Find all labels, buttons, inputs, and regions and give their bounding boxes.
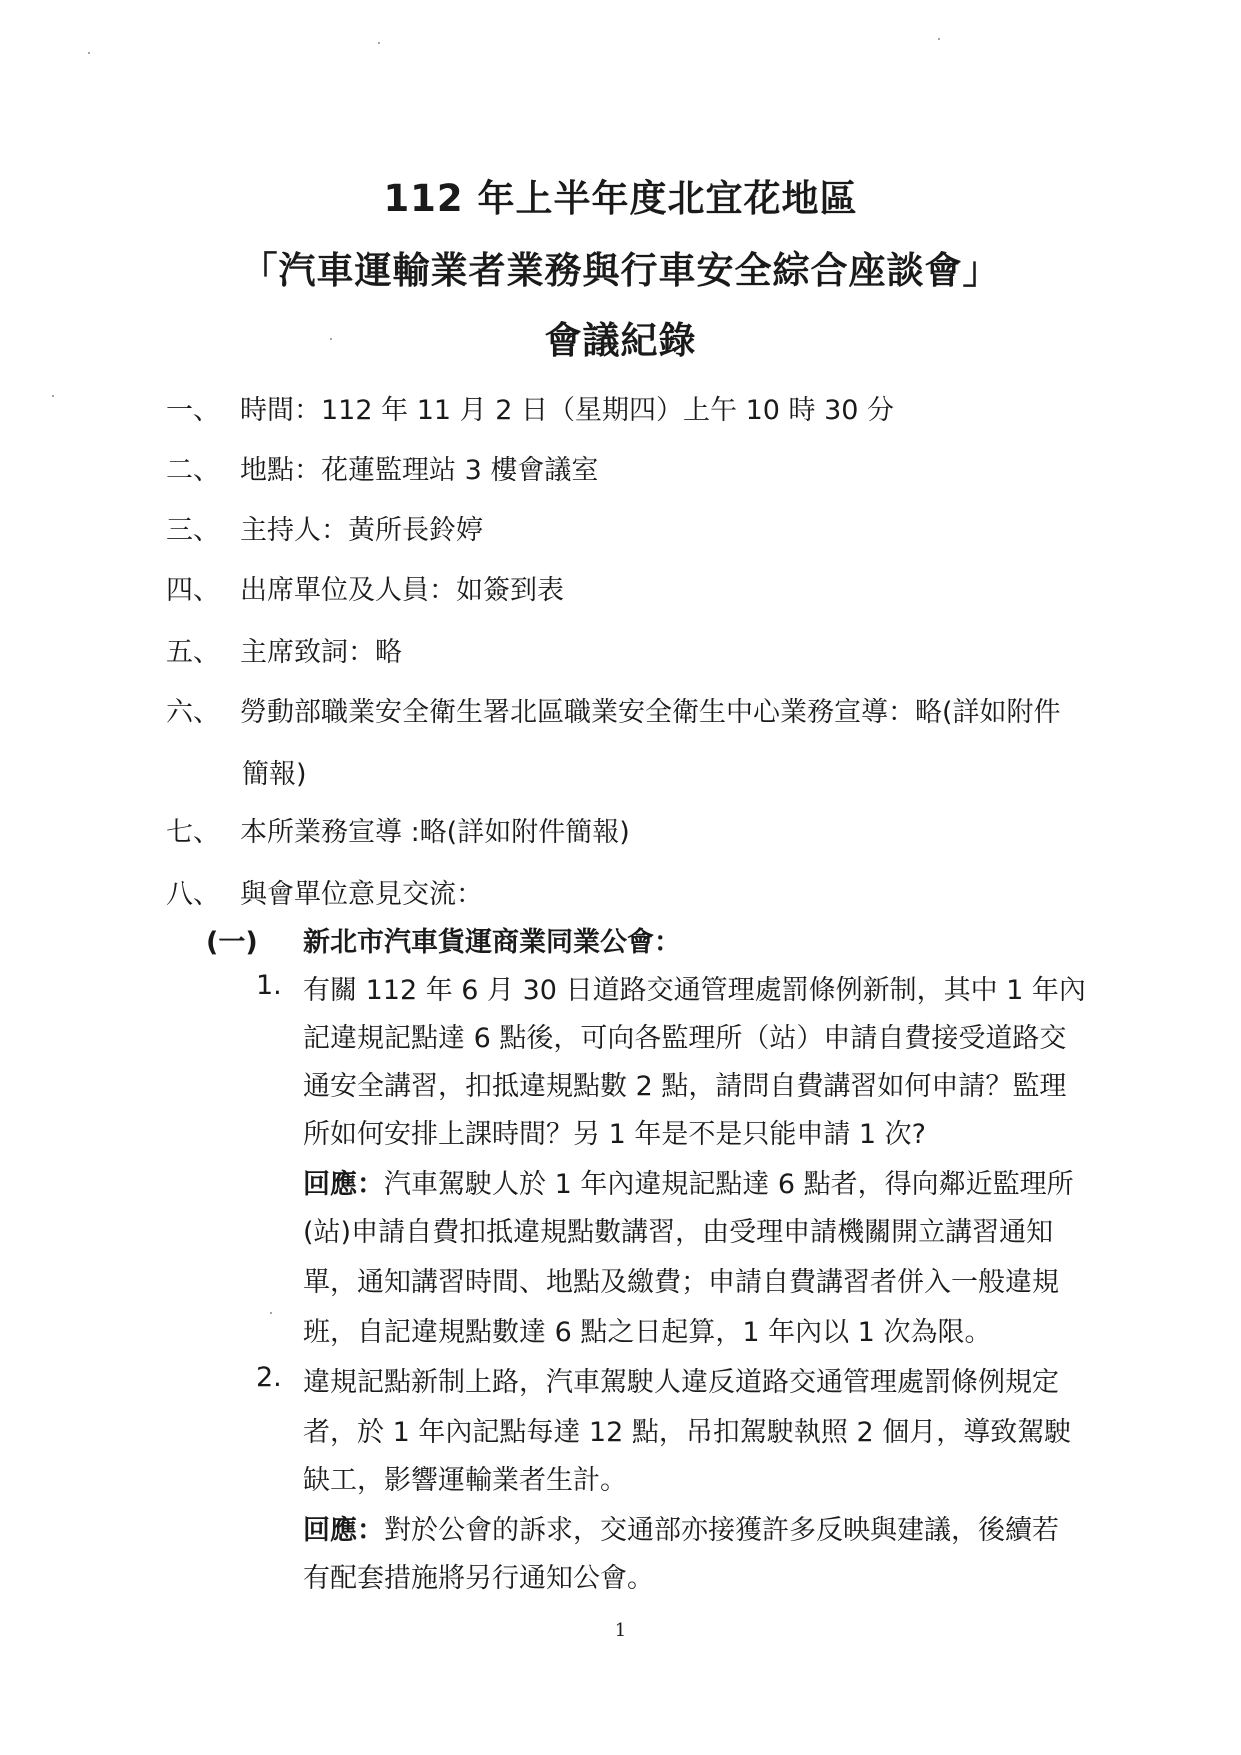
section-number: 四、 xyxy=(166,575,220,606)
item-question-line: 通安全講習，扣抵違規點數 2 點，請問自費講習如何申請？監理 xyxy=(303,1071,1067,1102)
section-number: 五、 xyxy=(166,637,220,668)
item-answer-line: (站)申請自費扣抵違規點數講習，由受理申請機關開立講習通知 xyxy=(303,1217,1054,1248)
item-number: 1. xyxy=(256,970,282,1001)
section-number: 八、 xyxy=(166,879,220,910)
scan-speck xyxy=(52,395,54,397)
answer-text: 對於公會的訴求，交通部亦接獲許多反映與建議，後續若 xyxy=(384,1515,1059,1546)
page-number: 1 xyxy=(614,1620,627,1641)
scan-speck xyxy=(270,1312,272,1314)
scan-speck xyxy=(378,42,380,44)
section-labor-briefing: 勞動部職業安全衛生署北區職業安全衛生中心業務宣導：略(詳如附件 xyxy=(240,697,1061,728)
item-question-line: 者，於 1 年內記點每達 12 點，吊扣駕駛執照 2 個月，導致駕駛 xyxy=(303,1417,1072,1448)
document-title-line3: 會議紀錄 xyxy=(544,319,697,362)
item-answer-line: 班，自記違規點數達 6 點之日起算，1 年內以 1 次為限。 xyxy=(303,1317,992,1348)
subsection-title: 新北市汽車貨運商業同業公會： xyxy=(303,927,681,958)
item-answer-line xyxy=(303,1508,1059,1547)
scan-speck xyxy=(938,38,940,40)
answer-label: 回應： xyxy=(303,1169,384,1200)
item-question-line: 違規記點新制上路，汽車駕駛人違反道路交通管理處罰條例規定 xyxy=(303,1367,1059,1398)
section-attendees: 出席單位及人員：如簽到表 xyxy=(240,575,564,606)
scan-speck xyxy=(88,52,90,54)
section-labor-briefing-continued: 簡報) xyxy=(242,759,307,790)
section-exchange: 與會單位意見交流： xyxy=(240,879,483,910)
document-title-line1: 112 年上半年度北宜花地區 xyxy=(383,177,858,220)
section-time: 時間：112 年 11 月 2 日（星期四）上午 10 時 30 分 xyxy=(240,395,895,426)
item-question-line: 缺工，影響運輸業者生計。 xyxy=(303,1465,627,1496)
subsection-number: (一) xyxy=(206,927,258,958)
section-office-briefing: 本所業務宣導 :略(詳如附件簡報) xyxy=(240,817,630,848)
section-number: 七、 xyxy=(166,817,220,848)
section-number: 三、 xyxy=(166,515,220,546)
section-number: 六、 xyxy=(166,697,220,728)
item-question-line: 所如何安排上課時間？另 1 年是不是只能申請 1 次? xyxy=(303,1119,927,1150)
item-answer-line: 有配套措施將另行通知公會。 xyxy=(303,1563,654,1594)
item-number: 2. xyxy=(256,1362,282,1393)
item-answer-line: 單，通知講習時間、地點及繳費；申請自費講習者併入一般違規 xyxy=(303,1267,1059,1298)
section-number: 一、 xyxy=(166,395,220,426)
answer-label: 回應： xyxy=(303,1515,384,1546)
answer-text: 汽車駕駛人於 1 年內違規記點達 6 點者，得向鄰近監理所 xyxy=(384,1169,1074,1200)
section-host: 主持人：黃所長鈴婷 xyxy=(240,515,483,546)
document-title-line2: 「汽車運輸業者業務與行車安全綜合座談會」 xyxy=(240,249,1001,292)
item-question-line: 有關 112 年 6 月 30 日道路交通管理處罰條例新制，其中 1 年內 xyxy=(303,975,1086,1006)
section-location: 地點：花蓮監理站 3 樓會議室 xyxy=(240,455,599,486)
section-chair-speech: 主席致詞：略 xyxy=(240,637,402,668)
section-number: 二、 xyxy=(166,455,220,486)
item-answer-line xyxy=(303,1162,1074,1201)
item-question-line: 記違規記點達 6 點後，可向各監理所（站）申請自費接受道路交 xyxy=(303,1023,1067,1054)
